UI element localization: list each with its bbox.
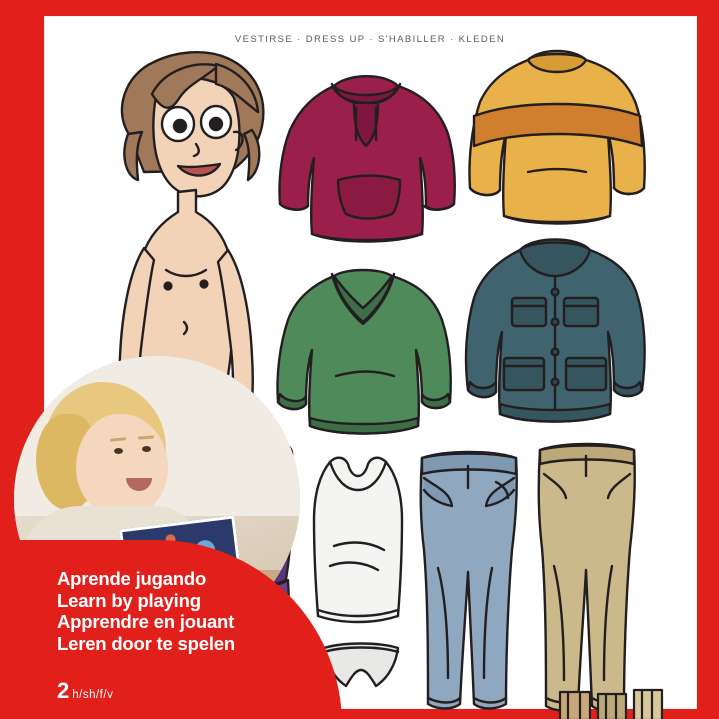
garment-tank-top (300, 450, 416, 630)
frame-top-edge (0, 0, 719, 16)
age-indicator (57, 678, 113, 704)
garment-field-jacket (460, 222, 650, 432)
frame-right-edge (697, 0, 719, 719)
garment-khaki-trousers (530, 440, 644, 719)
garment-blue-jeans (412, 448, 526, 718)
garment-hoodie (272, 64, 462, 254)
child-eye-right (142, 446, 151, 452)
garment-v-neck-sweater (274, 258, 454, 448)
child-eye-left (114, 448, 123, 454)
banner-line-fr: Apprendre en jouant (57, 611, 235, 632)
banner-line-es: Aprende jugando (57, 568, 207, 589)
garment-striped-sweater (462, 38, 652, 238)
banner-line-en: Learn by playing (57, 589, 201, 611)
child-face (76, 414, 168, 518)
header-caption: VESTIRSE · DRESS UP · S'HABILLER · KLEDEN (234, 34, 506, 45)
garment-folded-clothes (556, 686, 666, 719)
banner-line-nl: Leren door te spelen (57, 632, 235, 654)
banner-text-block (57, 568, 235, 654)
age-language-codes: h/sh/f/v (72, 689, 114, 701)
age-number: 2 (57, 678, 70, 703)
